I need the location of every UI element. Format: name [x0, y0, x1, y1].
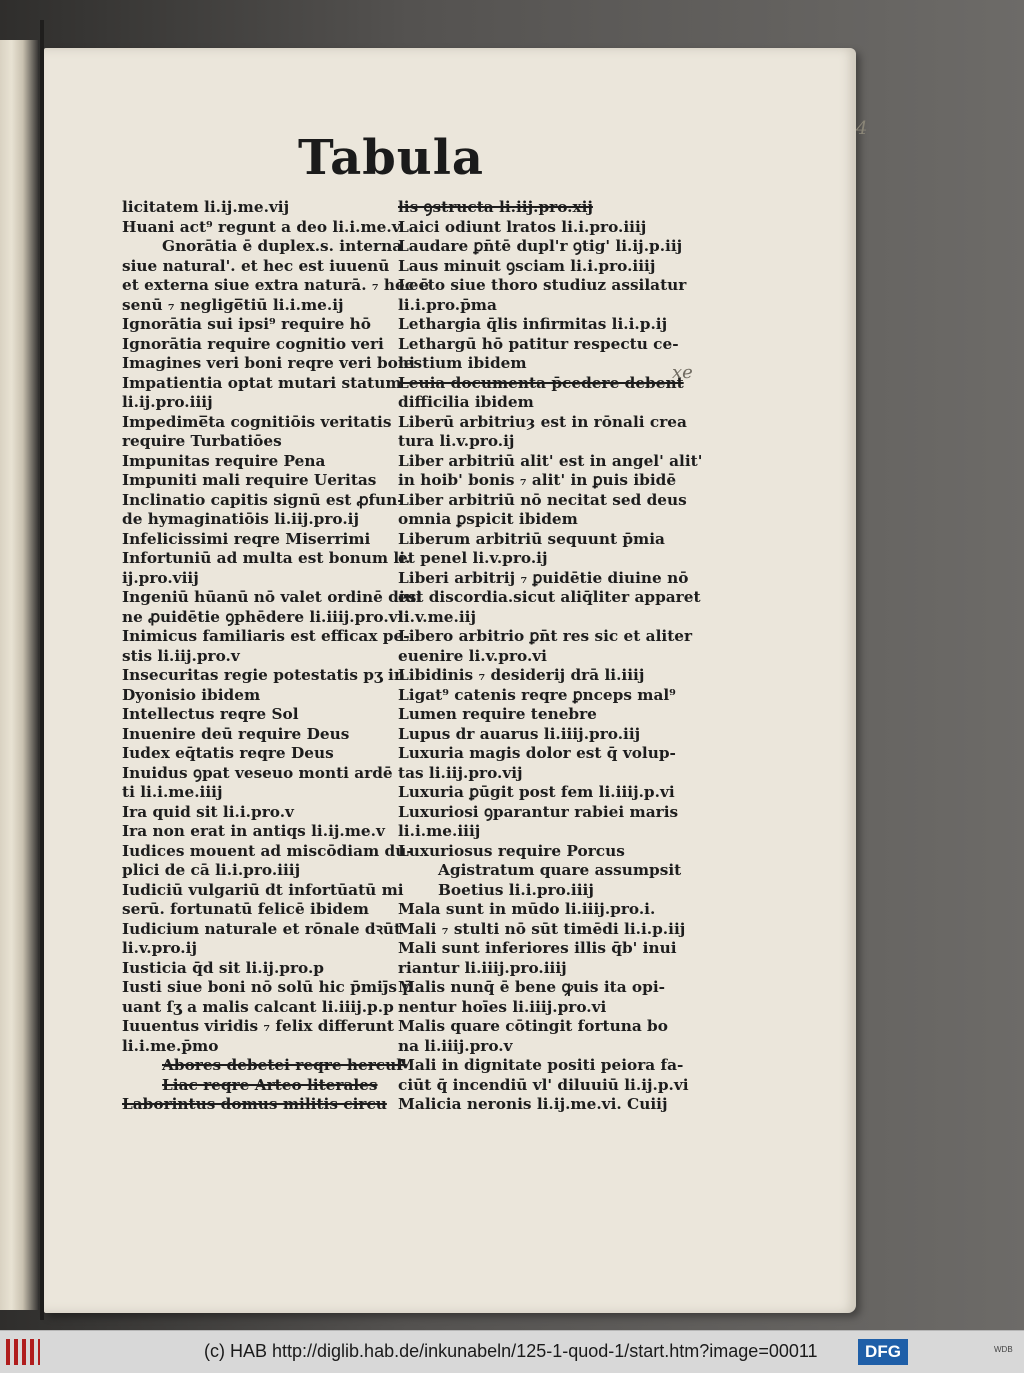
index-line: Gnorātia ē duplex.s. interna	[162, 237, 403, 255]
index-column-left	[122, 198, 430, 1115]
index-line: Inuidus ꝯpat veseuo monti ardē	[122, 763, 393, 782]
index-line: tura li.v.pro.ij	[398, 432, 515, 450]
index-line: lis ꝯstructa li.iij.pro.xij	[398, 198, 593, 216]
index-line: Luxuriosus require Porcus	[398, 841, 625, 860]
index-line: na li.iiij.pro.v	[398, 1036, 513, 1055]
index-line: omnia ꝑspicit ibidem	[398, 510, 578, 528]
index-line: nentur hoīes li.iiij.pro.vi	[398, 997, 607, 1016]
index-line: Malis quare cōtingit fortuna bo	[398, 1017, 668, 1035]
index-line: Inclinatio capitis signū est ꝓfun-	[122, 490, 404, 509]
index-line: Luxuria ꝑūgit post fem li.iiij.p.vi	[398, 783, 675, 801]
index-line: Ira non erat in antiqs li.ij.me.v	[122, 822, 385, 840]
index-line: Liber arbitriū alit' est in angel' alit'	[398, 451, 703, 470]
index-line: ne ꝓuidētie ꝯphēdere li.iiij.pro.vi	[122, 607, 404, 626]
index-line: ti li.i.me.iiij	[122, 783, 223, 801]
index-line: Liac reqre Arteo literales	[162, 1075, 378, 1094]
index-line: Luxuria magis dolor est q̄ volup-	[398, 744, 676, 762]
viewer-footer	[0, 1330, 1024, 1373]
index-line: Infelicissimi reqre Miserrimi	[122, 529, 371, 548]
index-line: Luxuriosi ꝯparantur rabiei maris	[398, 802, 679, 821]
index-line: Iuuentus viridis ₇ felix differunt	[122, 1017, 394, 1035]
index-line: serū. fortunatū felicē ibidem	[122, 900, 369, 918]
previous-page-edge	[0, 40, 38, 1310]
index-line: li.v.me.iij	[398, 607, 477, 626]
index-line: Leuia documenta p̄cedere debent	[398, 373, 684, 392]
index-line: licitatem li.ij.me.vij	[122, 198, 290, 216]
index-line: Abores debetei reqre hercul'	[162, 1056, 407, 1074]
index-line: Mali in dignitate positi peiora fa-	[398, 1056, 684, 1074]
index-line: Ingeniū hūanū nō valet ordinē diui	[122, 588, 422, 606]
index-line: Ira quid sit li.i.pro.v	[122, 802, 294, 821]
barcode-icon	[6, 1339, 40, 1365]
index-line: Inuenire deū require Deus	[122, 724, 350, 743]
index-line: Iudiciū vulgariū dt infortūatū mi	[122, 880, 404, 899]
index-line: Boetius li.i.pro.iiij	[438, 880, 594, 899]
index-line: Ignorātia require cognitio veri	[122, 334, 384, 353]
wdb-mark: WDB	[994, 1345, 1013, 1354]
citation-link[interactable]: (c) HAB http://diglib.hab.de/inkunabeln/125-1-quod-1/start.htm?image=00011	[204, 1341, 818, 1361]
index-line: Laici odiunt lratos li.i.pro.iiij	[398, 217, 647, 236]
marginal-annotation: xe	[672, 362, 693, 383]
index-line: tas li.iij.pro.vij	[398, 763, 523, 782]
index-line: li.i.me.iiij	[398, 822, 481, 840]
index-line: Intellectus reqre Sol	[122, 705, 299, 723]
index-line: Lumen require tenebre	[398, 705, 597, 723]
index-line: Impunitas require Pena	[122, 451, 326, 470]
index-line: Lecto siue thoro studiuz assilatur	[398, 276, 687, 294]
index-line: Impuniti mali require Ueritas	[122, 471, 377, 489]
index-line: Mala sunt in mūdo li.iiij.pro.i.	[398, 900, 656, 918]
index-line: Lupus dr auarus li.iiij.pro.iij	[398, 724, 641, 743]
index-line: Lethargia q̄lis infirmitas li.i.p.ij	[398, 315, 668, 333]
index-line: Insecuritas regie potestatis pʒ in	[122, 666, 405, 684]
index-line: euenire li.v.pro.vi	[398, 646, 547, 665]
index-line: est discordia.sicut aliq̄liter apparet	[398, 588, 701, 606]
index-line: Ligat⁹ catenis reqre ꝑnceps mal⁹	[398, 685, 676, 704]
index-line: require Turbatiōes	[122, 432, 282, 450]
index-line: Dyonisio ibidem	[122, 685, 261, 704]
index-line: Iudices mouent ad miscōdiam du-	[122, 841, 413, 860]
index-line: in hoib' bonis ₇ alit' in ꝑuis ibidē	[398, 471, 677, 489]
index-line: Inimicus familiaris est efficax pe-	[122, 627, 410, 645]
index-line: lestium ibidem	[398, 354, 527, 372]
index-line: Iusti siue boni nō solū hic p̄miȷ̄s p̄	[122, 978, 414, 996]
index-line: Impatientia optat mutari statum	[122, 373, 402, 392]
index-line: Libidinis ₇ desiderij drā li.iiij	[398, 666, 645, 684]
index-line: uant ſʒ a malis calcant li.iiij.p.p	[122, 997, 394, 1016]
index-line: stis li.iij.pro.v	[122, 646, 240, 665]
index-line: Lethargū hō patitur respectu ce-	[398, 334, 679, 353]
index-line: li.ij.pro.iiij	[122, 393, 213, 411]
index-line: plici de cā li.i.pro.iiij	[122, 861, 301, 879]
page-heading: Tabula	[298, 130, 485, 186]
index-line: li.i.me.p̄mo	[122, 1036, 219, 1055]
index-line: ij.pro.viij	[122, 568, 199, 587]
index-line: Imagines veri boni reqre veri boni	[122, 354, 415, 372]
index-line: Liber arbitriū nō necitat sed deus	[398, 490, 687, 509]
index-line: Liberum arbitriū sequunt p̄mia	[398, 529, 665, 548]
folio-number: 4	[856, 118, 868, 139]
index-line: Huani act⁹ regunt a deo li.i.me.v	[122, 217, 401, 236]
index-line: et externa siue extra naturā. ₇ hec ē	[122, 276, 430, 294]
index-line: Malis nunq̄ ē bene ꝙuis ita opi-	[398, 978, 665, 996]
index-line: Impedime̅ta cognitiōis veritatis	[122, 412, 392, 431]
index-line: Ignorātia sui ipsi⁹ require hō	[122, 315, 371, 333]
index-line: Iusticia q̄d sit li.ij.pro.p	[122, 958, 324, 977]
index-line: Liberi arbitrij ₇ ꝑuidētie diuine nō	[398, 568, 689, 587]
index-line: Laborintus domus militis circu	[122, 1095, 387, 1113]
index-line: ciūt q̄ incendiū vl' diluuiū li.ij.p.vi	[398, 1075, 689, 1094]
index-line: li.i.pro.p̄ma	[398, 295, 497, 314]
index-line: Infortuniū ad multa est bonum li.	[122, 549, 411, 567]
index-line: Mali sunt inferiores illis q̄b' inui	[398, 939, 677, 957]
index-line: de hymaginatiōis li.iij.pro.ij	[122, 510, 360, 528]
index-line: Laus minuit ꝯsciam li.i.pro.iiij	[398, 256, 656, 275]
index-line: Agistratum quare assumpsit	[438, 861, 682, 879]
index-line: Liberū arbitriuȝ est in rōnali crea	[398, 412, 687, 431]
index-line: et penel li.v.pro.ij	[398, 549, 548, 567]
index-line: Iudicium naturale et rōnale dꝛūt	[122, 919, 402, 938]
index-line: Mali ₇ stulti nō sūt timēdi li.i.p.iij	[398, 919, 686, 938]
index-line: riantur li.iiij.pro.iiij	[398, 958, 567, 977]
index-line: li.v.pro.ij	[122, 939, 197, 957]
index-line: Iudex eq̄tatis reqre Deus	[122, 744, 334, 762]
index-line: siue natural'. et hec est iuuenū	[122, 256, 390, 275]
index-line: Malicia neronis li.ij.me.vi. Cuiij	[398, 1095, 668, 1113]
dfg-logo[interactable]: DFG	[858, 1339, 908, 1365]
index-line: difficilia ibidem	[398, 393, 534, 411]
index-line: Laudare ꝑn̄tē dupl'r ꝯtig' li.ij.p.iij	[398, 237, 683, 255]
index-line: Libero arbitrio ꝑn̄t res sic et aliter	[398, 627, 693, 645]
index-line: senū ₇ neglige̅tiū li.i.me.ij	[122, 295, 344, 314]
